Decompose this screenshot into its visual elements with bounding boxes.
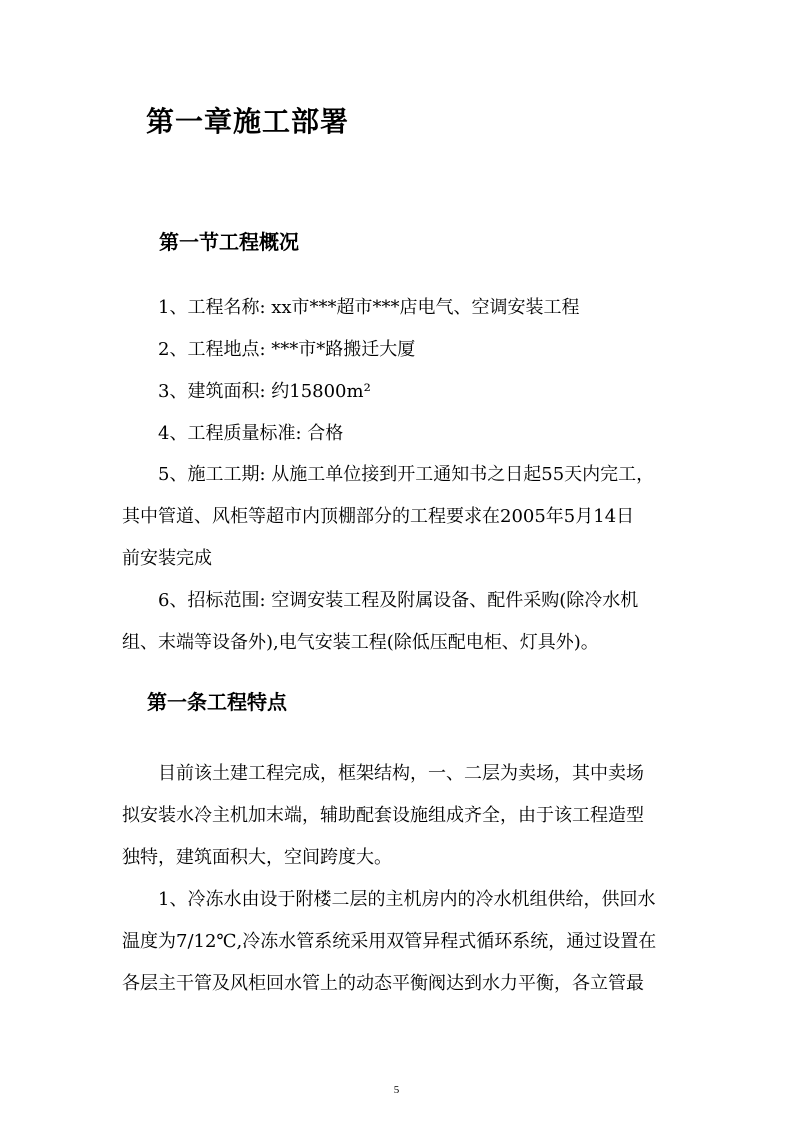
feature-line-1: 目前该土建工程完成，框架结构，一、二层为卖场，其中卖场 (158, 763, 644, 784)
feature-line-3: 独特，建筑面积大，空间跨度大。 (122, 847, 392, 868)
page-number: 5 (393, 1084, 400, 1096)
chapter-title: 第一章施工部署 (146, 105, 350, 138)
feature-line-4: 1、冷冻水由设于附楼二层的主机房内的冷水机组供给，供回水 (158, 889, 656, 910)
feature-line-2: 拟安装水冷主机加末端，辅助配套设施组成齐全，由于该工程造型 (122, 805, 644, 826)
overview-line-project-location: 2、工程地点: ***市*路搬迁大厦 (158, 339, 416, 360)
feature-line-5: 温度为7/12℃,冷冻水管系统采用双管异程式循环系统，通过设置在 (122, 931, 657, 952)
overview-line-tender-scope-cont: 组、末端等设备外),电气安装工程(除低压配电柜、灯具外)。 (122, 632, 599, 653)
overview-line-tender-scope: 6、招标范围: 空调安装工程及附属设备、配件采购(除冷水机 (158, 590, 639, 611)
overview-line-construction-period: 5、施工工期: 从施工单位接到开工通知书之日起55天内完工， (158, 464, 655, 485)
article-title: 第一条工程特点 (147, 690, 287, 714)
overview-line-quality-standard: 4、工程质量标准: 合格 (158, 423, 344, 444)
overview-line-construction-period-end: 前安装完成 (122, 548, 212, 569)
overview-line-building-area: 3、建筑面积: 约15800m² (158, 381, 371, 402)
overview-line-construction-period-cont: 其中管道、风柜等超市内顶棚部分的工程要求在2005年5月14日 (122, 506, 635, 527)
overview-line-project-name: 1、工程名称: xx市***超市***店电气、空调安装工程 (158, 297, 580, 318)
section-title: 第一节工程概况 (159, 230, 299, 254)
feature-line-6: 各层主干管及风柜回水管上的动态平衡阀达到水力平衡，各立管最 (122, 973, 644, 994)
